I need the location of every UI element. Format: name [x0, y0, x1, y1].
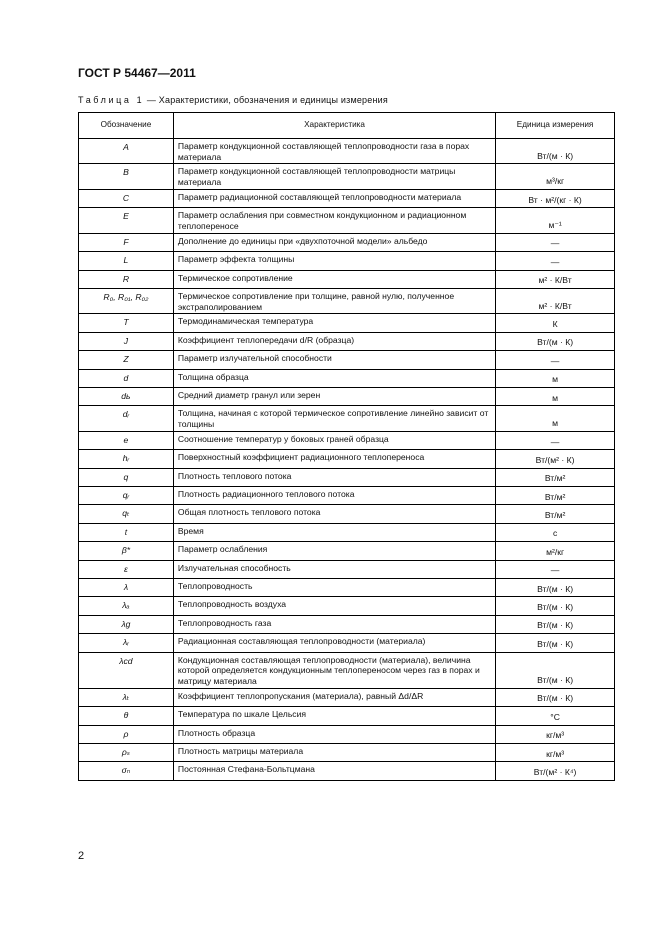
cell-symbol: t [79, 523, 174, 541]
cell-characteristic: Средний диаметр гранул или зерен [173, 388, 495, 406]
cell-characteristic: Плотность теплового потока [173, 468, 495, 486]
cell-unit: — [496, 560, 615, 578]
cell-characteristic: Параметр эффекта толщины [173, 252, 495, 270]
cell-unit: Вт/м² [496, 505, 615, 523]
cell-symbol: ρₛ [79, 743, 174, 761]
cell-symbol: λ [79, 578, 174, 596]
cell-unit: кг/м³ [496, 725, 615, 743]
cell-unit: м² · К/Вт [496, 288, 615, 313]
cell-symbol: λᵣ [79, 634, 174, 652]
table-header-row [79, 113, 615, 139]
cell-unit: Вт/(м · К) [496, 597, 615, 615]
cell-characteristic: Теплопроводность [173, 578, 495, 596]
table-row [79, 762, 615, 780]
cell-characteristic: Теплопроводность воздуха [173, 597, 495, 615]
cell-unit: Вт/(м · К) [496, 652, 615, 688]
cell-symbol: R [79, 270, 174, 288]
cell-unit: Вт · м²/(кг · К) [496, 189, 615, 207]
cell-characteristic: Параметр радиационной составляющей теплопроводности материала [173, 189, 495, 207]
cell-unit: с [496, 523, 615, 541]
cell-characteristic: Поверхностный коэффициент радиационного теплопереноса [173, 450, 495, 468]
cell-symbol: hᵣ [79, 450, 174, 468]
cell-characteristic: Дополнение до единицы при «двухпоточной модели» альбедо [173, 233, 495, 251]
cell-symbol: E [79, 208, 174, 233]
cell-unit: Вт/(м · К) [496, 332, 615, 350]
table-row [79, 431, 615, 449]
cell-unit: м [496, 406, 615, 431]
cell-unit: °С [496, 707, 615, 725]
cell-unit: Вт/(м² · К⁴) [496, 762, 615, 780]
cell-unit: — [496, 233, 615, 251]
table-row [79, 450, 615, 468]
cell-symbol: λcd [79, 652, 174, 688]
cell-characteristic: Толщина образца [173, 369, 495, 387]
cell-unit: м²/кг [496, 542, 615, 560]
cell-symbol: C [79, 189, 174, 207]
cell-unit: м [496, 388, 615, 406]
cell-characteristic: Температура по шкале Цельсия [173, 707, 495, 725]
cell-characteristic: Термическое сопротивление [173, 270, 495, 288]
cell-symbol: R₀, R₀₁, R₀₂ [79, 288, 174, 313]
cell-symbol: q [79, 468, 174, 486]
characteristics-table [78, 112, 615, 781]
cell-symbol: d [79, 369, 174, 387]
cell-characteristic: Теплопроводность газа [173, 615, 495, 633]
cell-unit: Вт/(м² · К) [496, 450, 615, 468]
cell-characteristic: Плотность образца [173, 725, 495, 743]
table-row [79, 351, 615, 369]
cell-symbol: L [79, 252, 174, 270]
cell-unit: Вт/м² [496, 487, 615, 505]
cell-characteristic: Время [173, 523, 495, 541]
cell-characteristic: Радиационная составляющая теплопроводности (материала) [173, 634, 495, 652]
table-row [79, 743, 615, 761]
table-row [79, 560, 615, 578]
table-caption [78, 95, 388, 105]
table-row [79, 652, 615, 688]
table-row [79, 597, 615, 615]
cell-characteristic: Общая плотность теплового потока [173, 505, 495, 523]
table-row [79, 288, 615, 313]
table-row [79, 725, 615, 743]
cell-unit: кг/м³ [496, 743, 615, 761]
column-header-characteristic: Характеристика [173, 113, 495, 139]
cell-symbol: F [79, 233, 174, 251]
table-row [79, 369, 615, 387]
cell-characteristic: Кондукционная составляющая теплопроводности (материала), величина которой определяется кондукционным теплопереносом через газ в порах и матрицу материала [173, 652, 495, 688]
cell-symbol: β* [79, 542, 174, 560]
table-row [79, 314, 615, 332]
document-header: ГОСТ Р 54467—2011 [78, 66, 196, 80]
cell-characteristic: Плотность радиационного теплового потока [173, 487, 495, 505]
cell-characteristic: Термическое сопротивление при толщине, равной нулю, полученное экстраполированием [173, 288, 495, 313]
cell-unit: Вт/(м · К) [496, 615, 615, 633]
cell-symbol: A [79, 139, 174, 164]
page-number: 2 [78, 850, 85, 862]
cell-unit: Вт/(м · К) [496, 688, 615, 706]
cell-symbol: θ [79, 707, 174, 725]
table-row [79, 707, 615, 725]
cell-symbol: dᵣ [79, 406, 174, 431]
table-row [79, 189, 615, 207]
cell-symbol: λₜ [79, 688, 174, 706]
cell-unit: — [496, 252, 615, 270]
cell-characteristic: Термодинамическая температура [173, 314, 495, 332]
cell-characteristic: Коэффициент теплопередачи d/R (образца) [173, 332, 495, 350]
cell-symbol: T [79, 314, 174, 332]
cell-characteristic: Коэффициент теплопропускания (материала), равный Δd/ΔR [173, 688, 495, 706]
cell-symbol: ρ [79, 725, 174, 743]
cell-characteristic: Параметр ослабления [173, 542, 495, 560]
cell-characteristic: Параметр излучательной способности [173, 351, 495, 369]
cell-symbol: Z [79, 351, 174, 369]
table-row [79, 578, 615, 596]
cell-unit: — [496, 431, 615, 449]
table-caption-text: — Характеристики, обозначения и единицы измерения [144, 95, 388, 105]
cell-unit: К [496, 314, 615, 332]
cell-symbol: e [79, 431, 174, 449]
cell-symbol: λg [79, 615, 174, 633]
table-row [79, 388, 615, 406]
cell-characteristic: Толщина, начиная с которой термическое сопротивление линейно зависит от толщины [173, 406, 495, 431]
table-row [79, 406, 615, 431]
cell-characteristic: Соотношение температур у боковых граней образца [173, 431, 495, 449]
table-row [79, 164, 615, 189]
table-caption-label: Таблица 1 [78, 95, 145, 105]
cell-characteristic: Постоянная Стефана-Больтцмана [173, 762, 495, 780]
cell-symbol: σₙ [79, 762, 174, 780]
cell-symbol: J [79, 332, 174, 350]
cell-symbol: ε [79, 560, 174, 578]
table-row [79, 208, 615, 233]
table-row [79, 139, 615, 164]
cell-characteristic: Параметр ослабления при совместном кондукционном и радиационном теплопереносе [173, 208, 495, 233]
column-header-unit: Единица измерения [496, 113, 615, 139]
cell-characteristic: Параметр кондукционной составляющей теплопроводности газа в порах материала [173, 139, 495, 164]
table-row [79, 542, 615, 560]
table-row [79, 233, 615, 251]
table-row [79, 487, 615, 505]
table-row [79, 270, 615, 288]
cell-unit: Вт/(м · К) [496, 578, 615, 596]
cell-symbol: qₜ [79, 505, 174, 523]
table-row [79, 332, 615, 350]
cell-symbol: λₐ [79, 597, 174, 615]
cell-unit: Вт/м² [496, 468, 615, 486]
table-row [79, 634, 615, 652]
table-body [79, 139, 615, 781]
table-row [79, 688, 615, 706]
table-row [79, 252, 615, 270]
cell-symbol: B [79, 164, 174, 189]
cell-unit: м⁻¹ [496, 208, 615, 233]
cell-characteristic: Параметр кондукционной составляющей теплопроводности матрицы материала [173, 164, 495, 189]
cell-unit: м [496, 369, 615, 387]
cell-unit: м² · К/Вт [496, 270, 615, 288]
table-row [79, 523, 615, 541]
cell-characteristic: Плотность матрицы материала [173, 743, 495, 761]
table-row [79, 468, 615, 486]
cell-unit: Вт/(м · К) [496, 634, 615, 652]
table-row [79, 615, 615, 633]
cell-characteristic: Излучательная способность [173, 560, 495, 578]
cell-symbol: dь [79, 388, 174, 406]
cell-unit: м³/кг [496, 164, 615, 189]
column-header-symbol: Обозначение [79, 113, 174, 139]
table-row [79, 505, 615, 523]
cell-symbol: qᵣ [79, 487, 174, 505]
cell-unit: — [496, 351, 615, 369]
cell-unit: Вт/(м · К) [496, 139, 615, 164]
